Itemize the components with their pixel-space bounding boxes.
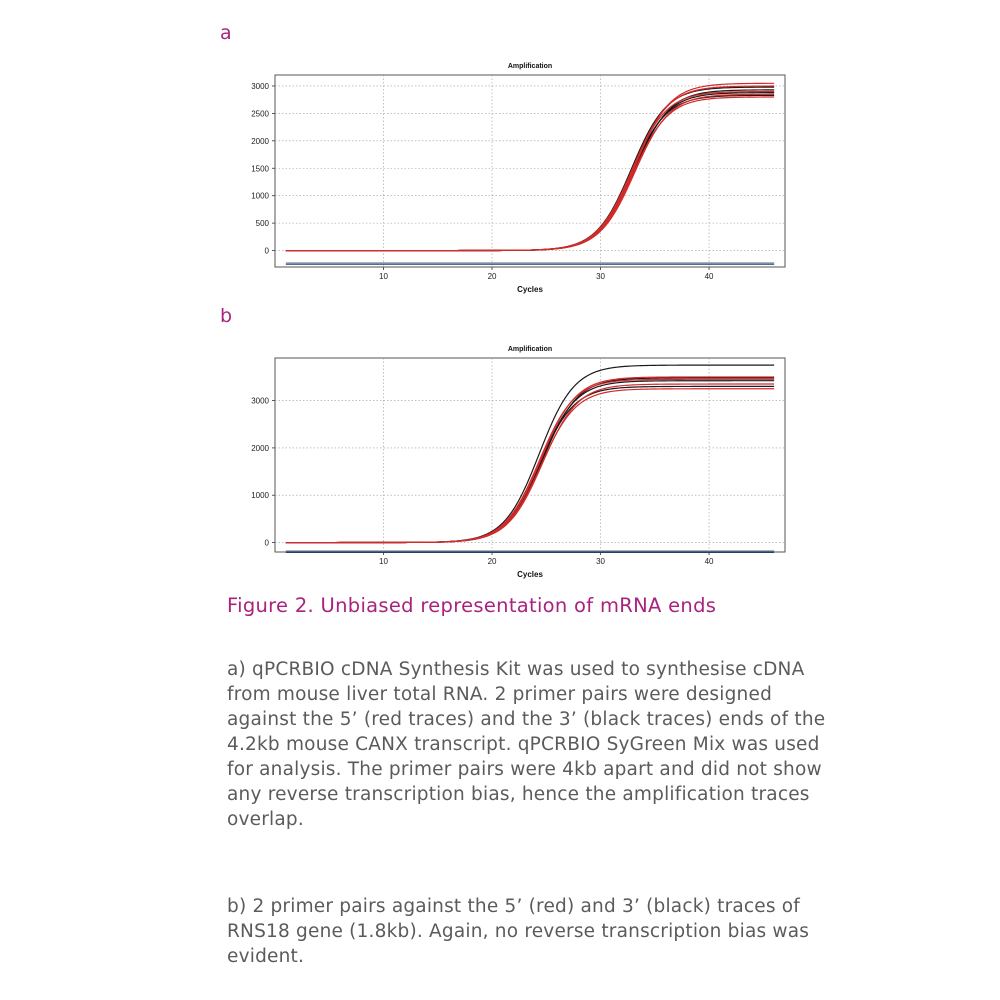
description-paragraph-a: a) qPCRBIO cDNA Synthesis Kit was used to synthesise cDNA from mouse liver total RNA. 2 primer pairs were designed against the 5’ (red traces) and the 3’ (black traces) ends of the 4.2kb mouse CANX transcript. qPCRBIO SyGreen Mix was used for analysis. The primer pairs were 4kb apart and did not show any reverse transcription bias, hence the amplification traces overlap. — [227, 659, 826, 830]
chart-title: Amplification — [507, 63, 553, 70]
chart-title: Amplification — [507, 346, 553, 353]
x-tick-label: 30 — [596, 272, 605, 281]
y-tick-label: 1000 — [251, 191, 269, 201]
y-tick-label: 2000 — [251, 443, 269, 453]
x-tick-label: 40 — [704, 272, 714, 281]
x-tick-label: 20 — [487, 272, 497, 281]
plot-area — [275, 75, 785, 267]
amplification-chart-b — [230, 340, 770, 585]
y-tick-label: 500 — [255, 219, 269, 229]
y-tick-label: 1000 — [251, 491, 269, 501]
plot-area — [275, 358, 785, 552]
x-axis-label: Cycles — [517, 285, 543, 294]
panel-a-label: a — [220, 22, 232, 44]
description-paragraph-b: b) 2 primer pairs against the 5’ (red) and 3’ (black) traces of RNS18 gene (1.8kb). Again, no reverse transcription bias was evident. — [227, 896, 810, 967]
x-tick-label: 30 — [596, 557, 605, 566]
x-tick-label: 20 — [487, 557, 497, 566]
x-tick-label: 10 — [379, 272, 388, 281]
y-tick-label: 1500 — [251, 164, 269, 174]
x-tick-label: 40 — [704, 557, 714, 566]
y-tick-label: 0 — [264, 246, 269, 256]
x-tick-label: 10 — [379, 557, 388, 566]
y-tick-label: 2500 — [251, 109, 269, 119]
y-tick-label: 3000 — [251, 396, 269, 406]
y-tick-label: 0 — [264, 538, 269, 548]
y-tick-label: 2000 — [251, 136, 269, 146]
amplification-chart-a — [230, 55, 770, 305]
figure-caption: Figure 2. Unbiased representation of mRNA ends — [227, 594, 717, 617]
panel-b-label: b — [220, 305, 233, 327]
x-axis-label: Cycles — [517, 570, 543, 579]
y-tick-label: 3000 — [251, 81, 269, 91]
